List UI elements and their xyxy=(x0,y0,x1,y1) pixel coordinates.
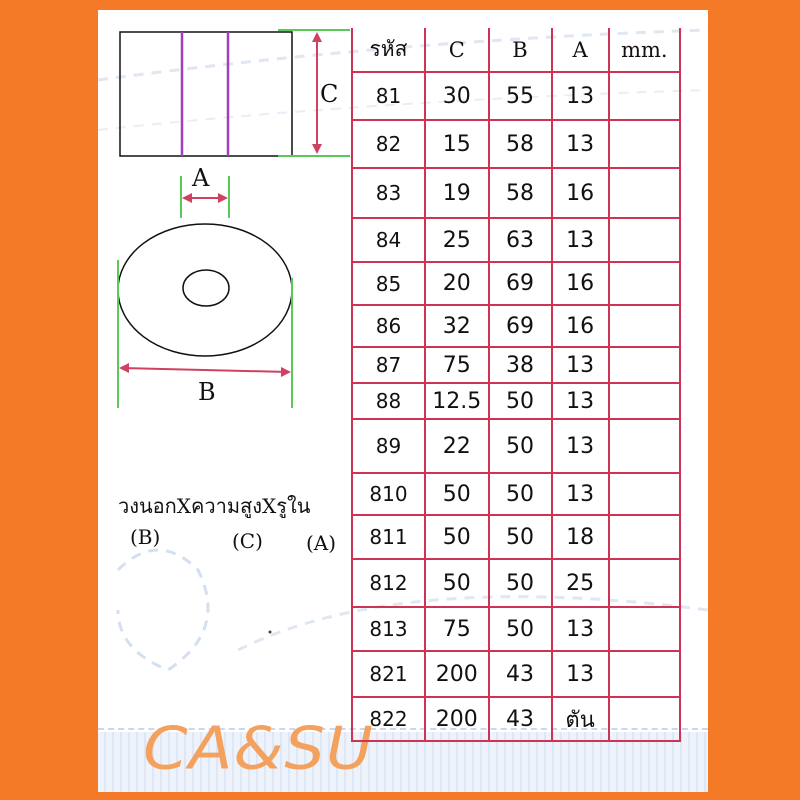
cell-b: 69 xyxy=(489,305,552,347)
cell-code: 812 xyxy=(352,559,425,607)
label-a: A xyxy=(192,164,210,192)
cell-c: 50 xyxy=(425,559,489,607)
cell-b: 58 xyxy=(489,168,552,218)
cell-unit xyxy=(609,72,680,120)
cell-b: 58 xyxy=(489,120,552,168)
cell-unit xyxy=(609,383,680,419)
inner-hole xyxy=(183,270,229,306)
cell-b: 55 xyxy=(489,72,552,120)
side-view-rect xyxy=(120,32,292,156)
caption-b: (B) xyxy=(130,525,161,549)
table-row xyxy=(352,559,680,607)
header-c: C xyxy=(425,28,489,72)
cell-b: 63 xyxy=(489,218,552,262)
cell-c: 32 xyxy=(425,305,489,347)
table-row xyxy=(352,383,680,419)
dim-b-arrow xyxy=(121,368,289,372)
cell-c: 30 xyxy=(425,72,489,120)
caption-a: (A) xyxy=(306,531,337,555)
table-header-row xyxy=(352,28,680,72)
dimension-caption: วงนอกXความสูงXรูใน xyxy=(118,494,311,518)
cell-b: 43 xyxy=(489,651,552,697)
cell-code: 89 xyxy=(352,419,425,473)
cell-a: 13 xyxy=(552,218,609,262)
header-b: B xyxy=(489,28,552,72)
header-code: รหัส xyxy=(352,28,425,72)
table-row xyxy=(352,515,680,559)
cell-b: 50 xyxy=(489,419,552,473)
cell-b: 43 xyxy=(489,697,552,741)
cell-unit xyxy=(609,559,680,607)
table-row xyxy=(352,607,680,651)
cell-unit xyxy=(609,218,680,262)
cell-unit xyxy=(609,347,680,383)
outer-circle xyxy=(118,224,292,356)
cell-c: 22 xyxy=(425,419,489,473)
table-row xyxy=(352,347,680,383)
header-a: A xyxy=(552,28,609,72)
cell-c: 20 xyxy=(425,262,489,305)
table-row xyxy=(352,419,680,473)
cell-unit xyxy=(609,262,680,305)
cell-a: 13 xyxy=(552,72,609,120)
cell-unit xyxy=(609,120,680,168)
cell-c: 75 xyxy=(425,347,489,383)
cell-a: 16 xyxy=(552,305,609,347)
cell-code: 88 xyxy=(352,383,425,419)
cell-c: 19 xyxy=(425,168,489,218)
table-row xyxy=(352,305,680,347)
cell-a: 13 xyxy=(552,120,609,168)
cell-b: 69 xyxy=(489,262,552,305)
cell-code: 81 xyxy=(352,72,425,120)
cell-c: 75 xyxy=(425,607,489,651)
table-row xyxy=(352,218,680,262)
cell-c: 200 xyxy=(425,697,489,741)
brand-logo: CA&SU xyxy=(143,714,374,784)
cell-code: 822 xyxy=(352,697,425,741)
cell-unit xyxy=(609,419,680,473)
cell-a: 13 xyxy=(552,607,609,651)
cell-code: 87 xyxy=(352,347,425,383)
label-c: C xyxy=(320,80,339,108)
cell-a: ตัน xyxy=(552,697,609,741)
cell-unit xyxy=(609,473,680,515)
table-row xyxy=(352,168,680,218)
cell-a: 13 xyxy=(552,383,609,419)
cell-a: 16 xyxy=(552,168,609,218)
cell-unit xyxy=(609,697,680,741)
cell-code: 85 xyxy=(352,262,425,305)
cell-a: 18 xyxy=(552,515,609,559)
cell-c: 50 xyxy=(425,515,489,559)
cell-a: 13 xyxy=(552,473,609,515)
cell-unit xyxy=(609,651,680,697)
caption-c: (C) xyxy=(232,529,263,553)
cell-code: 84 xyxy=(352,218,425,262)
table-row xyxy=(352,473,680,515)
cell-c: 15 xyxy=(425,120,489,168)
cell-b: 50 xyxy=(489,383,552,419)
dimension-diagram xyxy=(98,10,358,430)
cell-c: 12.5 xyxy=(425,383,489,419)
cell-code: 821 xyxy=(352,651,425,697)
cell-b: 38 xyxy=(489,347,552,383)
cell-a: 16 xyxy=(552,262,609,305)
cell-b: 50 xyxy=(489,515,552,559)
cell-code: 810 xyxy=(352,473,425,515)
cell-b: 50 xyxy=(489,559,552,607)
table-row xyxy=(352,262,680,305)
table-row xyxy=(352,697,680,741)
cell-code: 813 xyxy=(352,607,425,651)
cell-b: 50 xyxy=(489,607,552,651)
cell-unit xyxy=(609,305,680,347)
table-row xyxy=(352,651,680,697)
cell-code: 811 xyxy=(352,515,425,559)
cell-unit xyxy=(609,515,680,559)
table-row xyxy=(352,72,680,120)
cell-unit xyxy=(609,168,680,218)
cell-code: 82 xyxy=(352,120,425,168)
table-row xyxy=(352,120,680,168)
cell-code: 86 xyxy=(352,305,425,347)
cell-a: 25 xyxy=(552,559,609,607)
cell-code: 83 xyxy=(352,168,425,218)
cell-c: 25 xyxy=(425,218,489,262)
cell-unit xyxy=(609,607,680,651)
cell-c: 50 xyxy=(425,473,489,515)
header-unit: mm. xyxy=(609,28,680,72)
cell-a: 13 xyxy=(552,347,609,383)
cell-c: 200 xyxy=(425,651,489,697)
size-table xyxy=(351,28,681,742)
cell-b: 50 xyxy=(489,473,552,515)
cell-a: 13 xyxy=(552,419,609,473)
label-b: B xyxy=(198,378,216,406)
cell-a: 13 xyxy=(552,651,609,697)
